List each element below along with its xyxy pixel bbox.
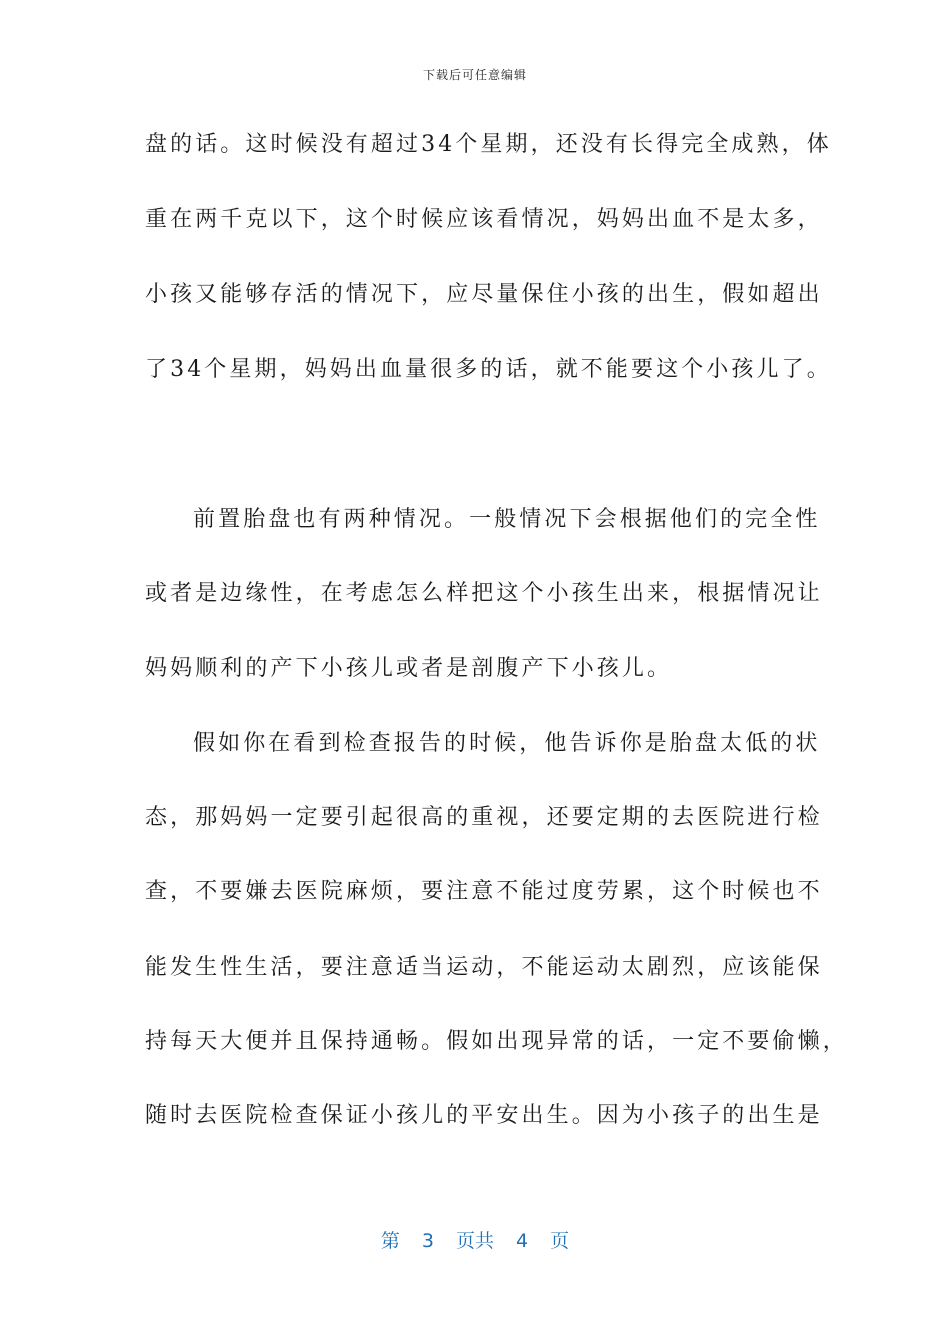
text-line: 能发生性生活，要注意适当运动，不能运动太剧烈，应该能保 [145, 955, 823, 980]
text-line: 妈妈顺利的产下小孩儿或者是剖腹产下小孩儿。 [145, 656, 673, 681]
total-pages-number: 4 [516, 1230, 529, 1252]
text-line: 前置胎盘也有两种情况。一般情况下会根据他们的完全性 [193, 507, 821, 532]
text-line: 盘的话。这时候没有超过34个星期，还没有长得完全成熟，体 [145, 132, 832, 157]
page-header: 下载后可任意编辑 [422, 68, 527, 82]
current-page-number: 3 [421, 1230, 434, 1252]
footer-suffix: 页 [550, 1230, 570, 1252]
page-footer [0, 1226, 950, 1253]
text-line: 或者是边缘性，在考虑怎么样把这个小孩生出来，根据情况让 [145, 581, 823, 606]
text-line: 小孩又能够存活的情况下，应尽量保住小孩的出生，假如超出 [145, 282, 823, 307]
text-line: 随时去医院检查保证小孩儿的平安出生。因为小孩子的出生是 [145, 1103, 823, 1128]
footer-middle: 页共 [455, 1230, 494, 1252]
text-line: 重在两千克以下，这个时候应该看情况，妈妈出血不是太多， [145, 207, 823, 232]
text-line: 持每天大便并且保持通畅。假如出现异常的话，一定不要偷懒， [145, 1029, 848, 1054]
text-line: 假如你在看到检查报告的时候，他告诉你是胎盘太低的状 [193, 731, 821, 756]
text-line: 查，不要嫌去医院麻烦，要注意不能过度劳累，这个时候也不 [145, 879, 823, 904]
text-line: 了34个星期，妈妈出血量很多的话，就不能要这个小孩儿了。 [145, 357, 832, 382]
footer-prefix: 第 [380, 1230, 400, 1252]
text-line: 态，那妈妈一定要引起很高的重视，还要定期的去医院进行检 [145, 805, 823, 830]
